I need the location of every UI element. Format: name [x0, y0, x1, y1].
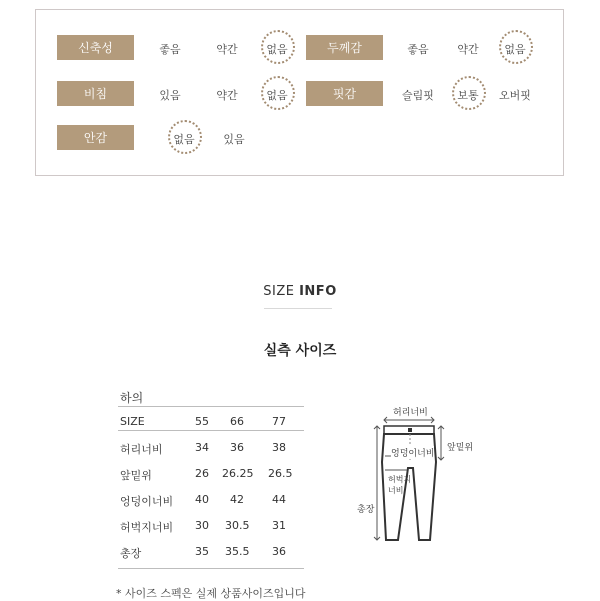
- attr-option: 좋음: [407, 43, 429, 56]
- attr-option: 약간: [216, 89, 238, 102]
- size-footnote: * 사이즈 스펙은 실제 상품사이즈입니다: [116, 587, 306, 600]
- attr-option-selected: 없음: [495, 37, 535, 61]
- attr-option: 슬림핏: [402, 89, 434, 102]
- table-header-cell: 77: [272, 415, 286, 428]
- attr-label-thickness: 두께감: [306, 35, 383, 60]
- attr-option-selected: 없음: [257, 83, 297, 107]
- table-row-label: 허벅지너비: [120, 521, 174, 534]
- attr-label-fit: 핏감: [306, 81, 383, 106]
- attr-row-thickness: [306, 35, 546, 63]
- table-category-label: 하의: [120, 391, 144, 405]
- attr-option-selected: 없음: [164, 127, 204, 151]
- table-divider: [118, 568, 304, 569]
- table-divider: [118, 406, 304, 407]
- size-info-underline: [264, 308, 332, 309]
- attr-option: 좋음: [159, 43, 181, 56]
- attr-row-lining: [57, 125, 297, 153]
- diagram-label-length: 총장: [357, 505, 375, 515]
- table-header-cell: 66: [230, 415, 244, 428]
- attr-option: 약간: [457, 43, 479, 56]
- attr-option: 있음: [159, 89, 181, 102]
- attribute-box: [35, 9, 564, 176]
- table-cell: 30.5: [225, 519, 250, 532]
- table-cell: 42: [230, 493, 244, 506]
- table-cell: 31: [272, 519, 286, 532]
- diagram-label-thigh-line1: 허벅지: [388, 475, 412, 484]
- attr-row-fit: [306, 81, 546, 109]
- attr-option: 오버핏: [499, 89, 531, 102]
- table-cell: 38: [272, 441, 286, 454]
- table-header-cell: SIZE: [120, 415, 145, 428]
- diagram-label-front-rise: 앞밑위: [447, 443, 474, 453]
- size-info-heading-light: SIZE: [263, 284, 295, 299]
- attr-option: 약간: [216, 43, 238, 56]
- pants-measurement-diagram: [355, 400, 475, 570]
- table-cell: 35: [195, 545, 209, 558]
- pants-outline-icon: [355, 400, 475, 570]
- table-cell: 26: [195, 467, 209, 480]
- attr-option-selected: 없음: [257, 37, 297, 61]
- table-row-label: 엉덩이너비: [120, 495, 174, 508]
- attr-option-selected: 보통: [448, 83, 488, 107]
- size-info-heading-bold: INFO: [299, 284, 337, 299]
- table-row-label: 앞밑위: [120, 469, 152, 482]
- table-cell: 40: [195, 493, 209, 506]
- diagram-label-thigh: [388, 474, 411, 496]
- table-cell: 26.25: [222, 467, 254, 480]
- table-cell: 36: [272, 545, 286, 558]
- diagram-label-thigh-line2: 너비: [388, 486, 404, 495]
- size-info-heading: [0, 284, 600, 299]
- attr-option: 있음: [223, 133, 245, 146]
- table-row-label: 총장: [120, 547, 142, 560]
- attr-row-sheerness: [57, 81, 297, 109]
- table-divider: [118, 430, 304, 431]
- table-header-cell: 55: [195, 415, 209, 428]
- attr-label-lining: 안감: [57, 125, 134, 150]
- table-cell: 44: [272, 493, 286, 506]
- attr-row-elasticity: [57, 35, 297, 63]
- table-cell: 30: [195, 519, 209, 532]
- table-cell: 26.5: [268, 467, 293, 480]
- diagram-label-waist: 허리너비: [393, 408, 428, 418]
- diagram-label-hip: 엉덩이너비: [391, 446, 434, 459]
- table-cell: 34: [195, 441, 209, 454]
- attr-label-elasticity: 신축성: [57, 35, 134, 60]
- table-cell: 36: [230, 441, 244, 454]
- table-cell: 35.5: [225, 545, 250, 558]
- table-row-label: 허리너비: [120, 443, 163, 456]
- attr-label-sheerness: 비침: [57, 81, 134, 106]
- measure-subtitle: 실측 사이즈: [263, 343, 337, 359]
